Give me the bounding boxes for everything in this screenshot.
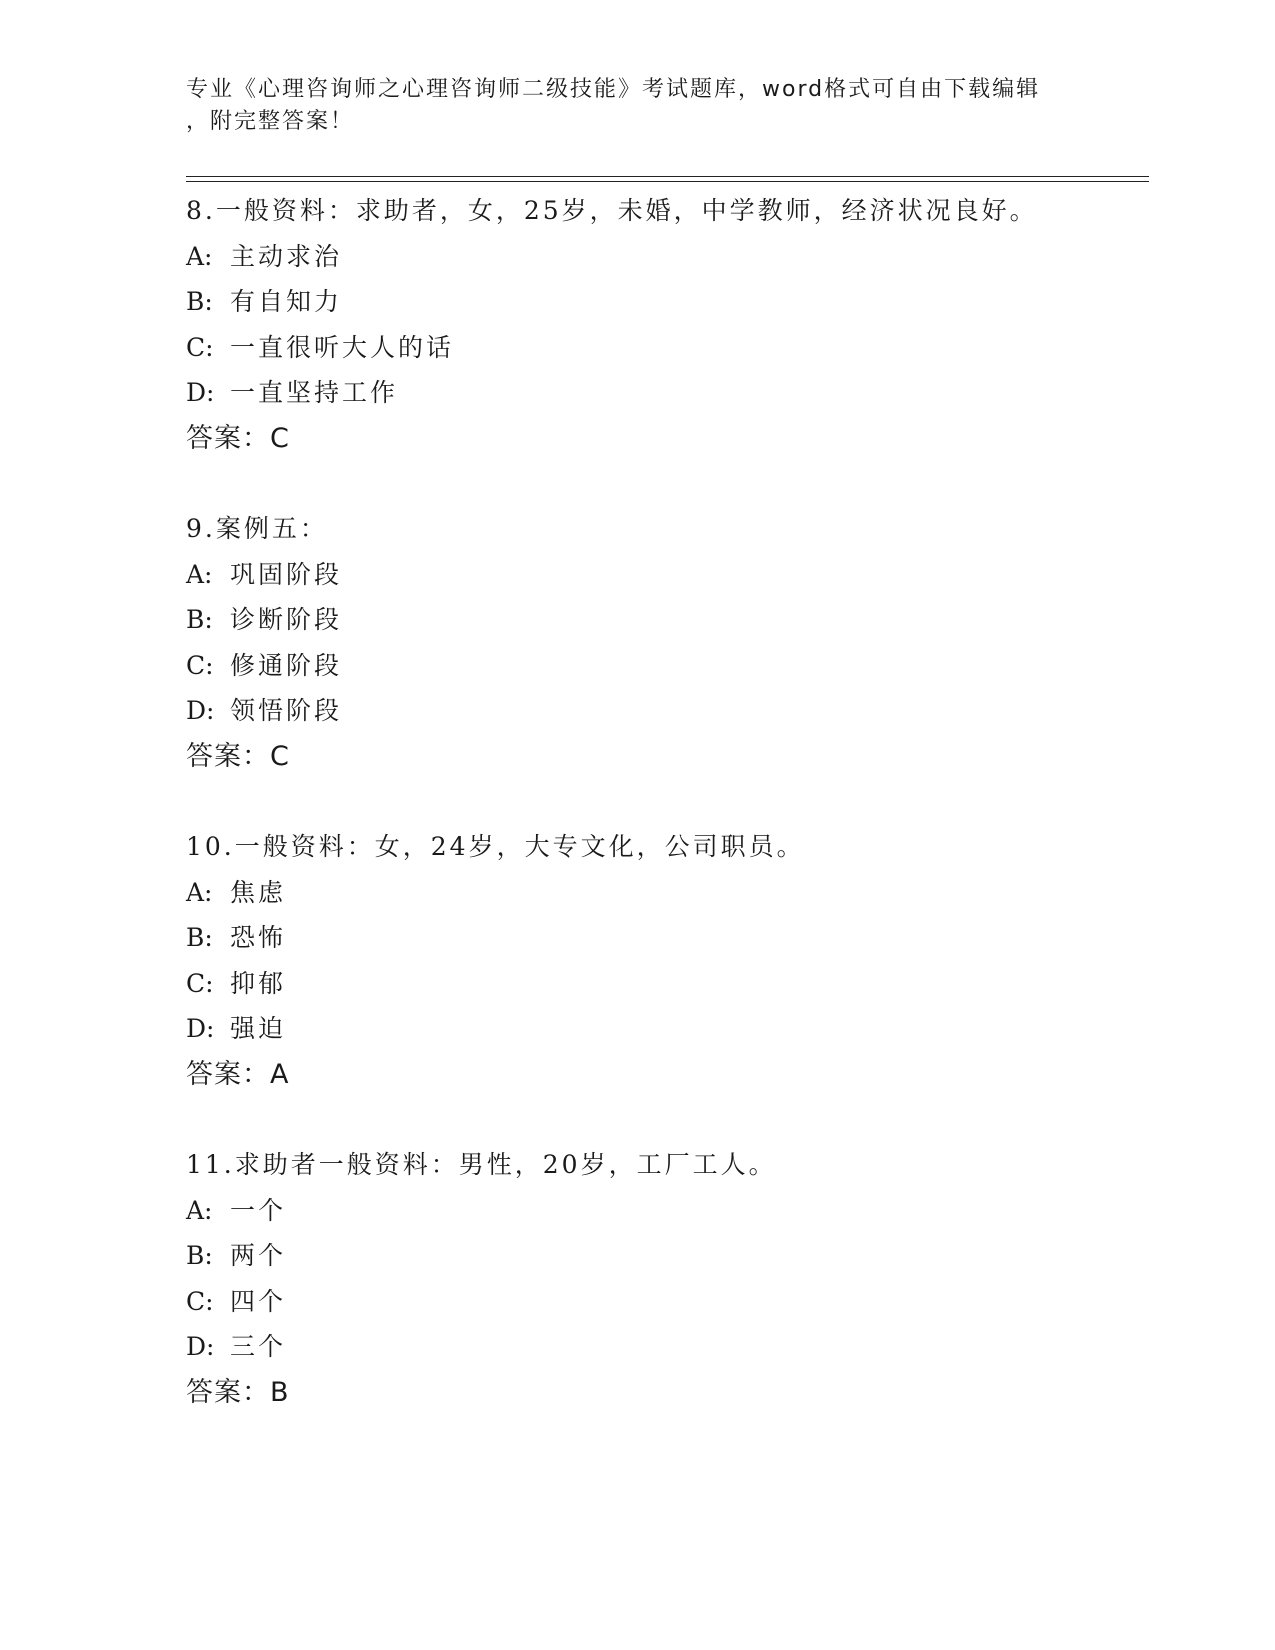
question-block <box>186 506 1146 779</box>
answer-line: 答案：B <box>186 1376 290 1408</box>
option-text: 诊断阶段 <box>230 605 343 634</box>
option-letter: B: <box>186 1241 213 1270</box>
option-b <box>186 915 1146 961</box>
option-text: 一个 <box>230 1195 287 1225</box>
option-letter: D: <box>186 696 215 725</box>
answer-line: 答案：C <box>186 422 290 454</box>
option-letter: A: <box>186 877 213 907</box>
question-block <box>186 188 1146 461</box>
option-letter: C: <box>186 1286 214 1316</box>
question-stem: 9.案例五： <box>186 514 328 543</box>
option-letter: A: <box>186 241 213 271</box>
option-b <box>186 1233 1146 1279</box>
option-text: 四个 <box>230 1286 287 1316</box>
option-text: 强迫 <box>230 1014 287 1043</box>
option-letter: A: <box>186 559 213 589</box>
question-stem: 11.求助者一般资料：男性，20岁，工厂工人。 <box>186 1150 777 1179</box>
document-header <box>186 74 1086 138</box>
header-divider-top <box>186 176 1149 177</box>
option-letter: C: <box>186 650 214 680</box>
option-letter: B: <box>186 923 213 952</box>
option-text: 有自知力 <box>230 287 343 316</box>
option-a <box>186 870 1146 916</box>
option-d <box>186 370 1146 416</box>
option-letter: C: <box>186 968 214 998</box>
option-text: 一直很听大人的话 <box>230 332 455 362</box>
option-text: 巩固阶段 <box>230 559 343 589</box>
answer-line: 答案：C <box>186 740 290 772</box>
option-text: 抑郁 <box>230 968 287 998</box>
option-letter: D: <box>186 1332 215 1361</box>
option-letter: D: <box>186 378 215 407</box>
header-divider-bottom <box>186 181 1149 182</box>
option-a <box>186 234 1146 280</box>
option-a <box>186 1188 1146 1234</box>
option-d <box>186 1006 1146 1052</box>
option-text: 一直坚持工作 <box>230 378 399 407</box>
option-d <box>186 1324 1146 1370</box>
option-text: 焦虑 <box>230 877 287 907</box>
option-letter: A: <box>186 1195 213 1225</box>
option-text: 恐怖 <box>230 923 287 952</box>
option-a <box>186 552 1146 598</box>
option-text: 两个 <box>230 1241 287 1270</box>
option-letter: D: <box>186 1014 215 1043</box>
answer-line: 答案：A <box>186 1058 290 1090</box>
question-block <box>186 824 1146 1097</box>
option-text: 领悟阶段 <box>230 696 343 725</box>
option-c <box>186 643 1146 689</box>
option-c <box>186 325 1146 371</box>
question-block <box>186 1142 1146 1415</box>
option-b <box>186 597 1146 643</box>
option-text: 主动求治 <box>230 241 343 271</box>
option-b <box>186 279 1146 325</box>
header-line-1: 专业《心理咨询师之心理咨询师二级技能》考试题库，word格式可自由下载编辑 <box>186 77 1041 102</box>
header-line-2: ，附完整答案！ <box>186 109 355 134</box>
option-d <box>186 688 1146 734</box>
option-letter: B: <box>186 287 213 316</box>
option-text: 修通阶段 <box>230 650 343 680</box>
option-letter: C: <box>186 332 214 362</box>
question-stem: 10.一般资料：女，24岁，大专文化，公司职员。 <box>186 832 805 861</box>
option-c <box>186 1279 1146 1325</box>
option-letter: B: <box>186 605 213 634</box>
option-text: 三个 <box>230 1332 287 1361</box>
option-c <box>186 961 1146 1007</box>
question-stem: 8.一般资料：求助者，女，25岁，未婚，中学教师，经济状况良好。 <box>186 196 1038 225</box>
